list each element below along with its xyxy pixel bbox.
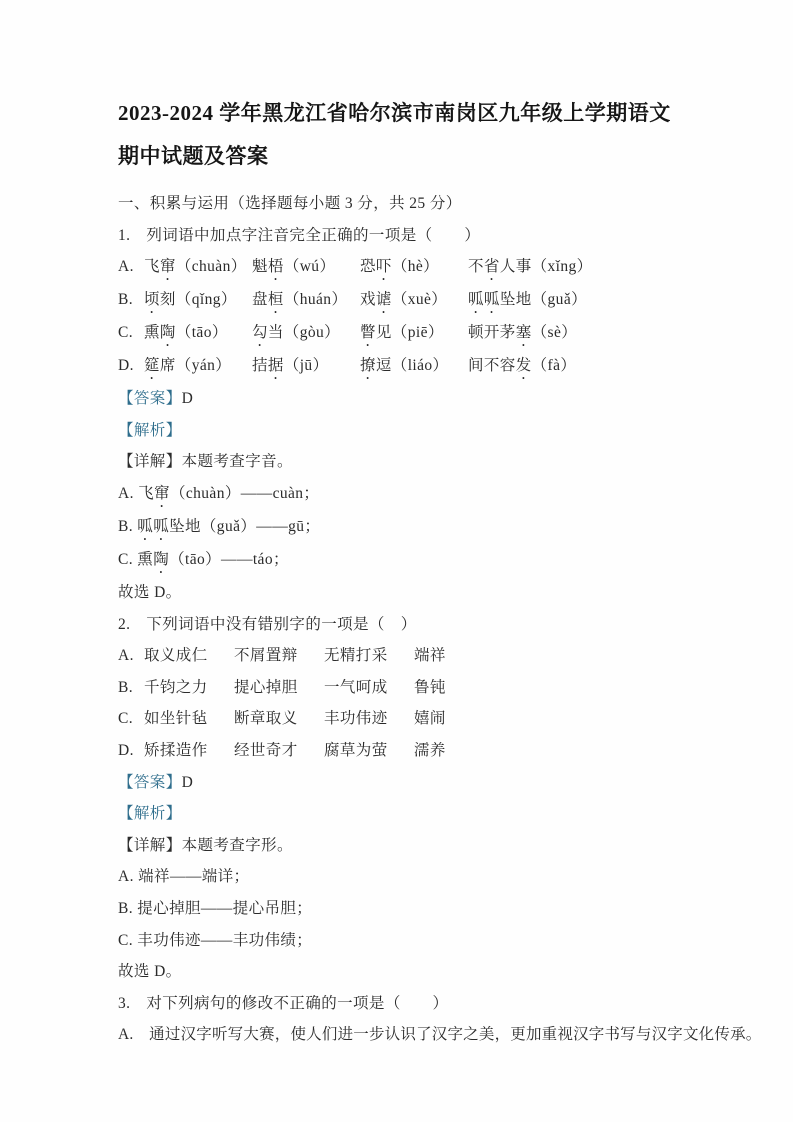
option-item: 提心掉胆 bbox=[234, 678, 298, 696]
option-item: 勾当（gòu） bbox=[252, 324, 341, 342]
emphasized-char: 呱 bbox=[137, 517, 154, 535]
emphasized-char: 陶 bbox=[159, 324, 176, 342]
option-item: 矫揉造作 bbox=[144, 741, 208, 759]
emphasized-char: 筵 bbox=[144, 357, 160, 375]
answer-label: 【答案】 bbox=[118, 773, 182, 791]
paragraph: C. 熏陶（tāo）——táo； bbox=[118, 550, 289, 568]
option-item: 端祥 bbox=[414, 647, 446, 665]
option-row bbox=[118, 735, 753, 767]
question-stem: 1. 列词语中加点字注音完全正确的一项是（ ） bbox=[118, 226, 481, 244]
answer-line bbox=[118, 767, 753, 799]
paragraph: A. 端祥——端详； bbox=[118, 868, 250, 886]
option-item: 戏谑（xuè） bbox=[360, 291, 448, 309]
option-item: 盘桓（huán） bbox=[252, 291, 348, 309]
emphasized-char: 吓 bbox=[375, 258, 392, 276]
option-item: 瞥见（piē） bbox=[360, 324, 444, 342]
option-item: 顷刻（qǐng） bbox=[144, 291, 237, 309]
emphasized-char: 桓 bbox=[267, 291, 284, 309]
option-letter: D. bbox=[118, 357, 134, 375]
option-item: 千钧之力 bbox=[144, 678, 208, 696]
option-item: 筵席（yán） bbox=[144, 357, 232, 375]
option-row bbox=[118, 350, 753, 383]
emphasized-char: 谑 bbox=[375, 291, 392, 309]
paragraph: 故选 D。 bbox=[118, 963, 182, 981]
option-letter: A. bbox=[118, 647, 134, 665]
paragraph: A. 飞窜（chuàn）——cuàn； bbox=[118, 484, 320, 502]
answer-label: 【答案】 bbox=[118, 390, 182, 408]
paragraph: B. 提心掉胆——提心吊胆； bbox=[118, 899, 313, 917]
option-item: 不省人事（xǐng） bbox=[468, 258, 593, 276]
title-line-2: 期中试题及答案 bbox=[118, 144, 269, 168]
emphasized-char: 窜 bbox=[159, 258, 176, 276]
option-row bbox=[118, 251, 753, 284]
emphasized-char: 勾 bbox=[252, 324, 268, 342]
emphasized-char: 顷 bbox=[144, 291, 160, 309]
emphasized-char: 省 bbox=[483, 258, 500, 276]
paragraph: 【详解】本题考查字音。 bbox=[118, 453, 293, 471]
paragraph: 【详解】本题考查字形。 bbox=[118, 836, 293, 854]
paragraph: C. 丰功伟迹——丰功伟绩； bbox=[118, 931, 313, 949]
paragraph: 故选 D。 bbox=[118, 583, 182, 601]
analysis-line bbox=[118, 415, 753, 447]
analysis-label: 【解析】 bbox=[118, 805, 182, 823]
emphasized-char: 呱 bbox=[468, 291, 484, 309]
option-item: 取义成仁 bbox=[144, 647, 208, 665]
option-item: 如坐针毡 bbox=[144, 710, 208, 728]
option-item: 不屑置辩 bbox=[234, 647, 298, 665]
answer-value: D bbox=[181, 773, 194, 791]
option-row bbox=[118, 284, 753, 317]
document-body bbox=[118, 188, 762, 1051]
analysis-line bbox=[118, 798, 753, 830]
option-item: 腐草为萤 bbox=[324, 741, 388, 759]
emphasized-char: 陶 bbox=[153, 550, 170, 568]
emphasized-char: 呱 bbox=[153, 517, 170, 535]
section-heading: 一、积累与运用（选择题每小题 3 分，共 25 分） bbox=[118, 195, 462, 212]
option-row bbox=[118, 317, 753, 350]
analysis-label: 【解析】 bbox=[118, 421, 182, 439]
option-item: 濡养 bbox=[414, 741, 446, 759]
answer-line bbox=[118, 383, 753, 415]
question-stem: 2. 下列词语中没有错别字的一项是（ ） bbox=[118, 615, 417, 633]
option-item: 经世奇才 bbox=[234, 741, 298, 759]
option-item: 鲁钝 bbox=[414, 678, 446, 696]
option-item: 熏陶（tāo） bbox=[144, 324, 228, 342]
emphasized-char: 发 bbox=[515, 357, 532, 375]
option-row bbox=[118, 672, 753, 704]
option-item: 间不容发（fà） bbox=[468, 357, 577, 375]
emphasized-char: 据 bbox=[267, 357, 284, 375]
emphasized-char: 梧 bbox=[267, 258, 284, 276]
option-item: 魁梧（wú） bbox=[252, 258, 336, 276]
option-item: 断章取义 bbox=[234, 710, 298, 728]
option-item: 一气呵成 bbox=[324, 678, 388, 696]
option-letter: D. bbox=[118, 741, 134, 759]
option-item: 丰功伟迹 bbox=[324, 710, 388, 728]
option-letter: B. bbox=[118, 291, 134, 309]
option-row bbox=[118, 640, 753, 672]
option-letter: B. bbox=[118, 678, 134, 696]
emphasized-char: 窜 bbox=[154, 484, 170, 502]
paragraph: A. 通过汉字听写大赛，使人们进一步认识了汉字之美，更加重视汉字书写与汉字文化传承。 bbox=[118, 1026, 762, 1044]
option-item: 撩逗（liáo） bbox=[360, 357, 449, 375]
emphasized-char: 瞥 bbox=[360, 324, 376, 342]
option-item: 飞窜（chuàn） bbox=[144, 258, 247, 276]
option-letter: C. bbox=[118, 324, 134, 342]
question-stem: 3. 对下列病句的修改不正确的一项是（ ） bbox=[118, 994, 449, 1012]
option-row bbox=[118, 703, 753, 735]
answer-value: D bbox=[181, 390, 194, 408]
document-title bbox=[118, 92, 753, 178]
option-item: 嬉闹 bbox=[414, 710, 446, 728]
paragraph: B. 呱呱坠地（guǎ）——gū； bbox=[118, 517, 321, 535]
title-line-1: 2023-2024 学年黑龙江省哈尔滨市南岗区九年级上学期语文 bbox=[118, 101, 671, 125]
option-item: 恐吓（hè） bbox=[360, 258, 440, 276]
option-letter: A. bbox=[118, 258, 134, 276]
emphasized-char: 撩 bbox=[360, 357, 376, 375]
option-item: 呱呱坠地（guǎ） bbox=[468, 291, 587, 309]
option-item: 顿开茅塞（sè） bbox=[468, 324, 578, 342]
emphasized-char: 塞 bbox=[515, 324, 532, 342]
option-item: 无精打采 bbox=[324, 647, 388, 665]
option-item: 拮据（jū） bbox=[252, 357, 329, 375]
option-letter: C. bbox=[118, 710, 134, 728]
emphasized-char: 呱 bbox=[483, 291, 500, 309]
